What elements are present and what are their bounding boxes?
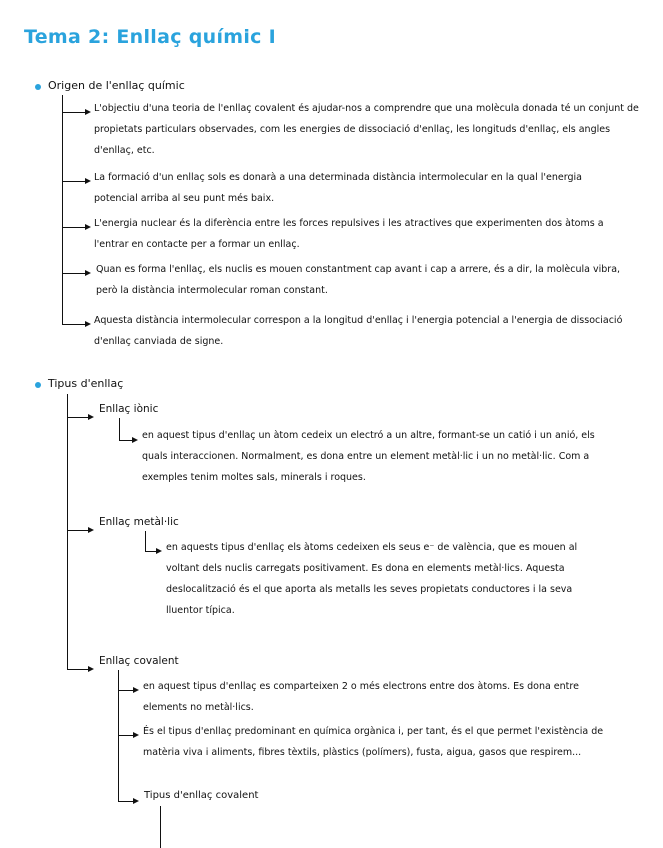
label-enllac-covalent: Enllaç covalent	[99, 655, 179, 667]
arrow-shaft	[62, 181, 86, 182]
tree-line-tipus	[67, 394, 68, 670]
heading-origen: Origen de l'enllaç químic	[48, 79, 185, 92]
bullet-origen	[35, 84, 41, 90]
ionic-description: en aquest tipus d'enllaç un àtom cedeix un electró a un altre, formant-se un catió i un anió, els quals interaccionen. Normalment, es dona entre un element metàl·lic i un no metàl·lic. Com a exemples tenim moltes sals, minerals i roques.	[142, 430, 595, 483]
tree-line-origen	[62, 95, 63, 324]
origen-item-3: L'energia nuclear és la diferència entre les forces repulsives i les atractives que experimenten dos àtoms a l'entrar en contacte per a formar un enllaç.	[94, 218, 604, 250]
origen-item-4: Quan es forma l'enllaç, els nuclis es mouen constantment cap avant i cap a arrere, és a dir, la molècula vibra, però la distància intermolecular roman constant.	[96, 264, 621, 296]
tree-line-tipus-covalent	[160, 806, 161, 848]
arrow-right-icon	[132, 437, 138, 443]
arrow-shaft	[62, 227, 86, 228]
arrow-shaft	[67, 669, 89, 670]
metallic-description: en aquests tipus d'enllaç els àtoms cedeixen els seus e⁻ de valència, que es mouen al voltant dels nuclis carregats positivament. Es dona en elements metàl·lics. Aquesta deslocalització és el que aporta als metalls les seves propietats conductores i la seva lluentor típica.	[166, 542, 578, 616]
origen-item-5: Aquesta distància intermolecular correspon a la longitud d'enllaç i l'energia potencial a l'energia de dissociació d'enllaç canviada de signe.	[94, 315, 623, 347]
arrow-right-icon	[88, 527, 94, 533]
origen-item-1: L'objectiu d'una teoria de l'enllaç covalent és ajudar-nos a comprendre que una molècula donada té un conjunt de propietats particulars observades, com les energies de dissociació d'enllaç, les longituds d'enllaç, els angles d'enllaç, etc.	[94, 103, 639, 156]
arrow-shaft	[67, 417, 89, 418]
arrow-right-icon	[85, 224, 91, 230]
covalent-item-1: en aquest tipus d'enllaç es comparteixen 2 o més electrons entre dos àtoms. Es dona entre elements no metàl·lics.	[143, 681, 579, 713]
arrow-right-icon	[133, 798, 139, 804]
arrow-shaft	[118, 735, 134, 736]
page-title: Tema 2: Enllaç químic I	[24, 26, 277, 48]
arrow-right-icon	[133, 687, 139, 693]
tree-line-metallic	[145, 531, 146, 551]
covalent-item-2: És el tipus d'enllaç predominant en química orgànica i, per tant, és el que permet l'existència de matèria viva i aliments, fibres tèxtils, plàstics (polímers), fusta, aigua, gasos que respirem...	[143, 726, 604, 758]
origen-item-2: La formació d'un enllaç sols es donarà a una determinada distància intermolecular en la qual l'energia potencial arriba al seu punt més baix.	[94, 172, 582, 204]
bullet-tipus	[35, 382, 41, 388]
arrow-shaft	[67, 530, 89, 531]
arrow-shaft	[118, 801, 134, 802]
arrow-right-icon	[133, 732, 139, 738]
label-tipus-covalent: Tipus d'enllaç covalent	[144, 790, 259, 801]
arrow-right-icon	[85, 270, 91, 276]
label-enllac-metallic: Enllaç metàl·lic	[99, 516, 179, 528]
arrow-right-icon	[85, 109, 91, 115]
arrow-shaft	[119, 440, 133, 441]
arrow-right-icon	[156, 548, 162, 554]
heading-tipus: Tipus d'enllaç	[48, 377, 124, 390]
arrow-shaft	[62, 324, 86, 325]
arrow-right-icon	[88, 666, 94, 672]
arrow-right-icon	[85, 321, 91, 327]
arrow-right-icon	[85, 178, 91, 184]
tree-line-ionic	[119, 418, 120, 440]
arrow-shaft	[118, 690, 134, 691]
label-enllac-ionic: Enllaç iònic	[99, 403, 159, 415]
arrow-right-icon	[88, 414, 94, 420]
arrow-shaft	[62, 273, 86, 274]
arrow-shaft	[62, 112, 86, 113]
